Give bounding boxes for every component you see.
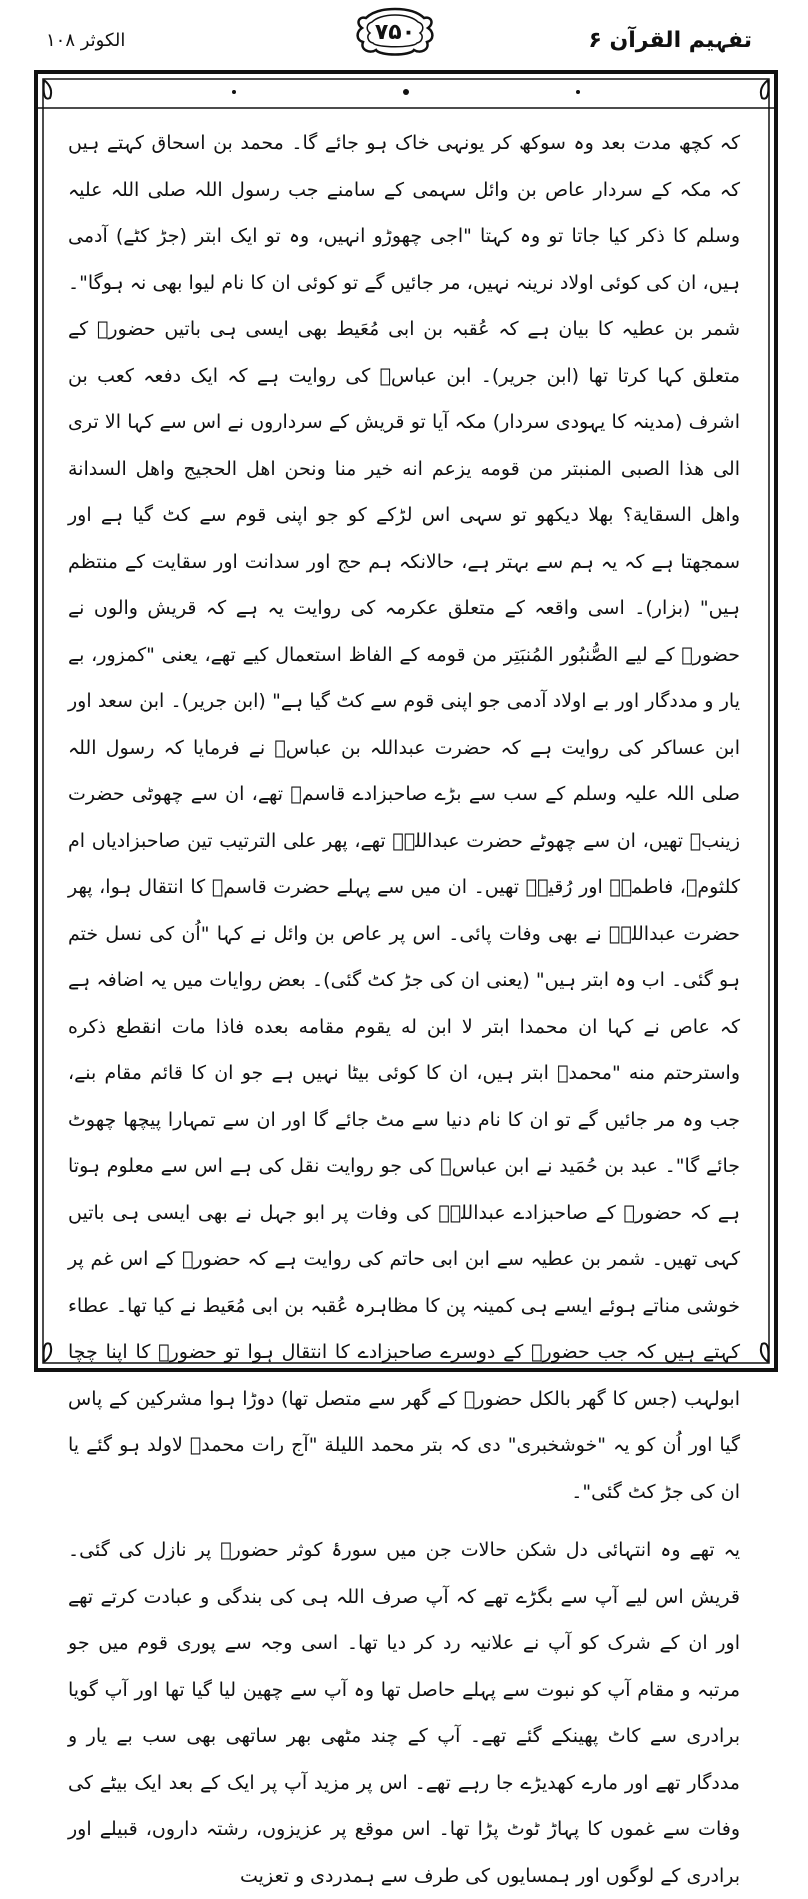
- surah-reference: الکوثر ۱۰۸: [46, 30, 126, 51]
- page-number-medallion: [354, 6, 436, 60]
- page-number: ۷۵۰: [374, 20, 416, 45]
- body-paragraph-1: کہ کچھ مدت بعد وہ سوکھ کر یونہی خاک ہو جائے گا۔ محمد بن اسحاق کہتے ہیں کہ مکہ کے سردار عاص بن وائل سہمی کے سامنے جب رسول اللہ صلی اللہ علیہ وسلم کا ذکر کیا جاتا تو وہ کہتا "اجی چھوڑو انہیں، وہ تو ایک ابتر (جڑ کٹے) آدمی ہیں، ان کی کوئی اولاد نرینہ نہیں، مر جائیں گے تو کوئی ان کا نام لیوا بھی نہ ہوگا"۔ شمر بن عطیہ کا بیان ہے کہ عُقبہ بن ابی مُعَیط بھی ایسی ہی باتیں حضورؐ کے متعلق کہا کرتا تھا (ابن جریر)۔ ابن عباسؓ کی روایت ہے کہ ایک دفعہ کعب بن اشرف (مدینہ کا یہودی سردار) مکہ آیا تو قریش کے سرداروں نے اس سے کہا الا ترى الى هذا الصبى المنبتر من قومه يزعم انه خير منا ونحن اهل الحجيج واهل السدانة واهل السقاية؟ بھلا دیکھو تو سہی اس لڑکے کو جو اپنی قوم سے کٹ گیا ہے اور سمجھتا ہے کہ یہ ہم سے بہتر ہے، حالانکہ ہم حج اور سدانت اور سقایت کے منتظم ہیں" (بزار)۔ اسی واقعہ کے متعلق عکرمہ کی روایت یہ ہے کہ قریش والوں نے حضورؐ کے لیے الصُّنبُور المُنبَتِر من قومه کے الفاظ استعمال کیے تھے، یعنی "کمزور، بے یار و مددگار اور بے اولاد آدمی جو اپنی قوم سے کٹ گیا ہے" (ابن جریر)۔ ابن سعد اور ابن عساکر کی روایت ہے کہ حضرت عبداللہ بن عباسؓ نے فرمایا کہ رسول اللہ صلی اللہ علیہ وسلم کے سب سے بڑے صاحبزادے قاسمؓ تھے، ان سے چھوٹی حضرت زینبؓ تھیں، ان سے چھوٹے حضرت عبداللہؓ تھے، پھر علی الترتیب تین صاحبزادیاں ام کلثومؓ، فاطمہؓ اور رُقیہؓ تھیں۔ ان میں سے پہلے حضرت قاسمؓ کا انتقال ہوا، پھر حضرت عبداللہؓ نے بھی وفات پائی۔ اس پر عاص بن وائل نے کہا "اُن کی نسل ختم ہو گئی۔ اب وہ ابتر ہیں" (یعنی ان کی جڑ کٹ گئی)۔ بعض روایات میں یہ اضافہ ہے کہ عاص نے کہا ان محمدا ابتر لا ابن له يقوم مقامه بعده فاذا مات انقطع ذكره واسترحتم منه "محمدؐ ابتر ہیں، ان کا کوئی بیٹا نہیں ہے جو ان کا قائم مقام بنے، جب وہ مر جائیں گے تو ان کا نام دنیا سے مٹ جائے گا اور ان سے تمہارا پیچھا چھوٹ جائے گا"۔ عبد بن حُمَید نے ابن عباسؓ کی جو روایت نقل کی ہے اس سے معلوم ہوتا ہے کہ حضورؐ کے صاحبزادے عبداللہؓ کی وفات پر ابو جہل نے بھی ایسی ہی باتیں کہی تھیں۔ شمر بن عطیہ سے ابن ابی حاتم کی روایت ہے کہ حضورؐ کے اس غم پر خوشی مناتے ہوئے ایسے ہی کمینہ پن کا مظاہرہ عُقبہ بن ابی مُعَیط نے کیا تھا۔ عطاء کہتے ہیں کہ جب حضورؐ کے دوسرے صاحبزادے کا انتقال ہوا تو حضورؐ کا اپنا چچا ابولہب (جس کا گھر بالکل حضورؐ کے گھر سے متصل تھا) دوڑا ہوا مشرکین کے پاس گیا اور اُن کو یہ "خوشخبری" دی کہ بتر محمد الليلة "آج رات محمدؐ لاولد ہو گئے یا ان کی جڑ کٹ گئی"۔: [68, 132, 740, 1503]
- body-paragraph-2: یہ تھے وہ انتہائی دل شکن حالات جن میں سورۂ کوثر حضورؐ پر نازل کی گئی۔ قریش اس لیے آپ سے بگڑے تھے کہ آپ صرف اللہ ہی کی بندگی و عبادت کرتے تھے اور ان کے شرک کو آپ نے علانیہ رد کر دیا تھا۔ اسی وجہ سے پوری قوم میں جو مرتبہ و مقام آپ کو نبوت سے پہلے حاصل تھا وہ آپ سے چھین لیا گیا تھا اور آپ گویا برادری سے کاٹ پھینکے گئے تھے۔ آپ کے چند مٹھی بھر ساتھی بھی سب بے یار و مددگار تھے اور مارے کھدیڑے جا رہے تھے۔ اس پر مزید آپ پر ایک کے بعد ایک بیٹے کی وفات سے غموں کا پہاڑ ٹوٹ پڑا تھا۔ اس موقع پر عزیزوں، رشتہ داروں، قبیلے اور برادری کے لوگوں اور ہمسایوں کی طرف سے ہمدردی و تعزیت: [68, 1539, 740, 1887]
- page-body: [68, 120, 740, 1887]
- book-title: تفہیم القرآن ۶: [588, 28, 752, 53]
